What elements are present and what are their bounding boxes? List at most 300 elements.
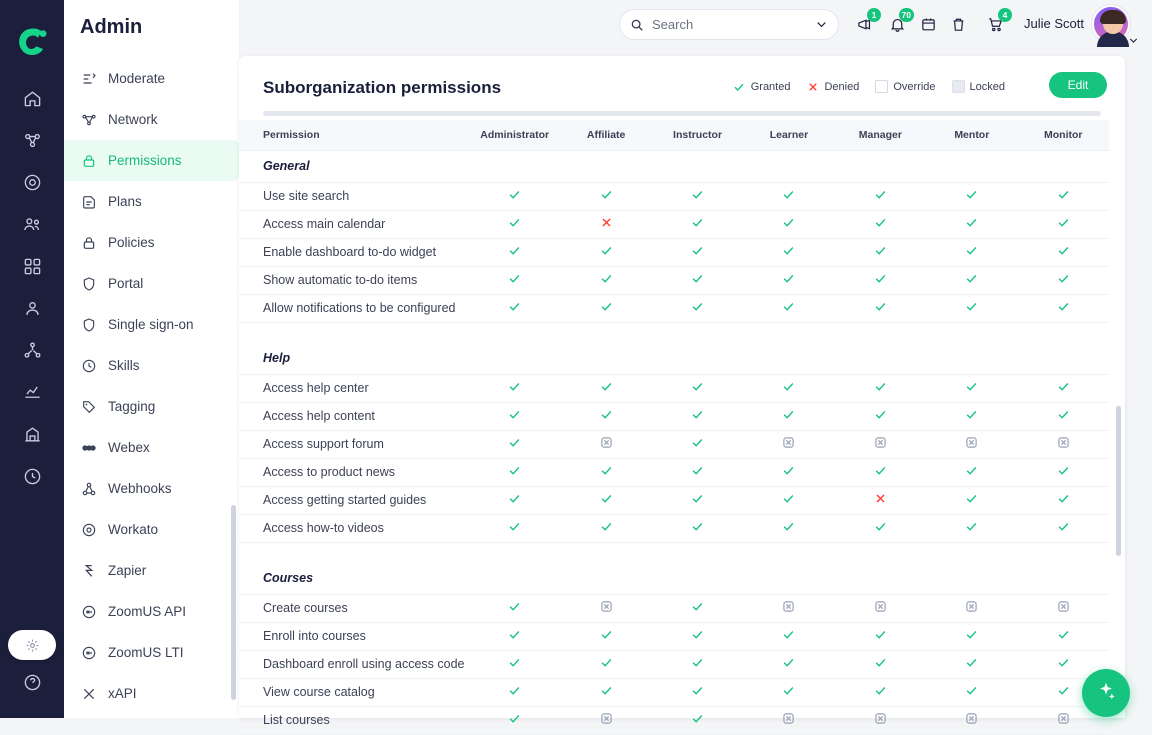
permission-cell[interactable] bbox=[1018, 294, 1109, 322]
permissions-card bbox=[239, 56, 1125, 727]
table-row[interactable] bbox=[239, 402, 1109, 430]
permission-cell[interactable] bbox=[835, 706, 926, 734]
permission-cell[interactable] bbox=[560, 678, 651, 706]
check-icon bbox=[691, 600, 705, 614]
sidebar-item-single-sign-on[interactable] bbox=[64, 304, 239, 345]
check-icon bbox=[599, 628, 613, 642]
sidebar-item-skills[interactable] bbox=[64, 345, 239, 386]
locked-icon bbox=[873, 436, 887, 450]
check-icon bbox=[1056, 272, 1070, 286]
permission-cell[interactable] bbox=[743, 238, 834, 266]
permission-cell[interactable] bbox=[743, 266, 834, 294]
cart-badge: 4 bbox=[998, 8, 1012, 22]
check-icon bbox=[782, 300, 796, 314]
permission-cell[interactable] bbox=[652, 294, 743, 322]
permission-cell[interactable] bbox=[469, 678, 560, 706]
trash-button[interactable] bbox=[946, 12, 970, 36]
edit-button[interactable]: Edit bbox=[1049, 72, 1107, 98]
permission-cell[interactable] bbox=[835, 514, 926, 542]
permission-cell[interactable] bbox=[560, 402, 651, 430]
sidebar-item-workato[interactable] bbox=[64, 509, 239, 550]
check-icon bbox=[873, 520, 887, 534]
permission-cell[interactable] bbox=[560, 430, 651, 458]
permission-cell[interactable] bbox=[743, 594, 834, 622]
table-row[interactable] bbox=[239, 266, 1109, 294]
permission-cell[interactable] bbox=[835, 650, 926, 678]
permission-cell[interactable] bbox=[652, 210, 743, 238]
permission-cell[interactable] bbox=[469, 594, 560, 622]
permission-cell[interactable] bbox=[469, 486, 560, 514]
check-icon bbox=[691, 188, 705, 202]
avatar-hair bbox=[1100, 10, 1126, 24]
permission-cell[interactable] bbox=[926, 594, 1017, 622]
permission-label: List courses bbox=[239, 706, 469, 734]
permission-label: Access help content bbox=[239, 402, 469, 430]
notifications-badge: 70 bbox=[899, 8, 914, 22]
check-icon bbox=[508, 272, 522, 286]
table-row[interactable] bbox=[239, 458, 1109, 486]
ai-assistant-button[interactable] bbox=[1082, 669, 1130, 717]
permission-cell[interactable] bbox=[926, 266, 1017, 294]
sidebar-item-policies[interactable] bbox=[64, 222, 239, 263]
permission-label: Enroll into courses bbox=[239, 622, 469, 650]
permission-cell[interactable] bbox=[1018, 210, 1109, 238]
group-label: General bbox=[239, 150, 1109, 182]
sidebar-item-label: Skills bbox=[108, 358, 140, 373]
check-icon bbox=[508, 684, 522, 698]
check-icon bbox=[691, 272, 705, 286]
legend-label: Granted bbox=[750, 80, 791, 93]
check-icon bbox=[873, 656, 887, 670]
check-icon bbox=[965, 244, 979, 258]
check-icon bbox=[965, 300, 979, 314]
check-icon bbox=[599, 188, 613, 202]
locked-icon bbox=[965, 436, 979, 450]
table-row[interactable] bbox=[239, 486, 1109, 514]
table-group-row bbox=[239, 562, 1109, 594]
permission-cell[interactable] bbox=[1018, 374, 1109, 402]
check-icon bbox=[508, 380, 522, 394]
check-icon bbox=[1056, 628, 1070, 642]
permission-cell[interactable] bbox=[560, 266, 651, 294]
permission-cell[interactable] bbox=[1018, 514, 1109, 542]
rail-grid-icon[interactable] bbox=[12, 246, 52, 286]
permission-cell[interactable] bbox=[926, 402, 1017, 430]
table-row[interactable] bbox=[239, 182, 1109, 210]
permission-cell[interactable] bbox=[743, 458, 834, 486]
permission-cell[interactable] bbox=[652, 650, 743, 678]
table-row[interactable] bbox=[239, 622, 1109, 650]
permission-label: Dashboard enroll using access code bbox=[239, 650, 469, 678]
check-icon bbox=[691, 656, 705, 670]
permission-cell[interactable] bbox=[560, 622, 651, 650]
permission-cell[interactable] bbox=[469, 182, 560, 210]
sidebar-item-portal[interactable] bbox=[64, 263, 239, 304]
sidebar-item-moderate[interactable] bbox=[64, 58, 239, 99]
column-header-mentor: Mentor bbox=[926, 120, 1017, 150]
permission-cell[interactable] bbox=[926, 294, 1017, 322]
permission-cell[interactable] bbox=[926, 622, 1017, 650]
check-icon bbox=[782, 628, 796, 642]
permission-cell[interactable] bbox=[835, 182, 926, 210]
permission-cell[interactable] bbox=[652, 514, 743, 542]
check-icon bbox=[1056, 464, 1070, 478]
check-icon bbox=[782, 244, 796, 258]
table-row[interactable] bbox=[239, 374, 1109, 402]
lock-icon bbox=[80, 234, 97, 251]
check-icon bbox=[691, 436, 705, 450]
check-icon bbox=[1056, 300, 1070, 314]
table-header bbox=[239, 120, 1109, 150]
locked-icon bbox=[782, 712, 796, 726]
permission-cell[interactable] bbox=[835, 594, 926, 622]
check-icon bbox=[965, 272, 979, 286]
check-icon bbox=[599, 520, 613, 534]
permission-cell[interactable] bbox=[560, 210, 651, 238]
webex-icon bbox=[80, 439, 97, 456]
permission-label: Enable dashboard to-do widget bbox=[239, 238, 469, 266]
permission-cell[interactable] bbox=[469, 514, 560, 542]
cart-button[interactable] bbox=[983, 12, 1007, 36]
permission-cell[interactable] bbox=[652, 706, 743, 734]
group-label: Courses bbox=[239, 562, 1109, 594]
permission-cell[interactable] bbox=[835, 374, 926, 402]
permission-cell[interactable] bbox=[469, 706, 560, 734]
sidebar-item-permissions[interactable] bbox=[64, 140, 239, 181]
sidebar-item-label: xAPI bbox=[108, 686, 137, 701]
permission-cell[interactable] bbox=[652, 678, 743, 706]
permission-cell[interactable] bbox=[560, 486, 651, 514]
search-icon bbox=[630, 18, 644, 32]
check-icon bbox=[782, 492, 796, 506]
table-row[interactable] bbox=[239, 294, 1109, 322]
notifications-button[interactable] bbox=[885, 12, 909, 36]
sidebar-item-label: Plans bbox=[108, 194, 142, 209]
rail-settings-button[interactable] bbox=[8, 630, 56, 660]
rail-analytics-icon[interactable] bbox=[12, 372, 52, 412]
permission-cell[interactable] bbox=[835, 402, 926, 430]
locked-icon bbox=[873, 600, 887, 614]
permission-cell[interactable] bbox=[835, 622, 926, 650]
permission-cell[interactable] bbox=[835, 430, 926, 458]
permission-cell[interactable] bbox=[743, 402, 834, 430]
search-box[interactable] bbox=[619, 9, 839, 40]
legend-denied bbox=[806, 80, 859, 93]
webhooks-icon bbox=[80, 480, 97, 497]
permission-cell[interactable] bbox=[469, 430, 560, 458]
announcements-button[interactable] bbox=[852, 12, 876, 36]
check-icon bbox=[691, 244, 705, 258]
permission-cell[interactable] bbox=[926, 706, 1017, 734]
permission-label: Create courses bbox=[239, 594, 469, 622]
permission-cell[interactable] bbox=[926, 182, 1017, 210]
permission-cell[interactable] bbox=[743, 374, 834, 402]
sidebar-item-plans[interactable] bbox=[64, 181, 239, 222]
permission-label: Use site search bbox=[239, 182, 469, 210]
permission-cell[interactable] bbox=[926, 210, 1017, 238]
permission-cell[interactable] bbox=[926, 486, 1017, 514]
rail-target-icon[interactable] bbox=[12, 162, 52, 202]
permission-cell[interactable] bbox=[652, 622, 743, 650]
check-icon bbox=[782, 464, 796, 478]
check-icon bbox=[965, 464, 979, 478]
announcements-badge: 1 bbox=[867, 8, 881, 22]
permission-cell[interactable] bbox=[1018, 182, 1109, 210]
check-icon bbox=[873, 244, 887, 258]
xapi-icon bbox=[80, 685, 97, 702]
table-row[interactable] bbox=[239, 430, 1109, 458]
check-icon bbox=[508, 188, 522, 202]
column-header-learner: Learner bbox=[743, 120, 834, 150]
permission-cell[interactable] bbox=[743, 650, 834, 678]
sidebar-item-label: Zapier bbox=[108, 563, 147, 578]
sidebar-item-network[interactable] bbox=[64, 99, 239, 140]
permission-cell[interactable] bbox=[652, 238, 743, 266]
column-header-manager: Manager bbox=[835, 120, 926, 150]
permission-label: Access main calendar bbox=[239, 210, 469, 238]
check-icon bbox=[508, 656, 522, 670]
permission-cell[interactable] bbox=[743, 182, 834, 210]
permission-cell[interactable] bbox=[743, 514, 834, 542]
permission-label: Show automatic to-do items bbox=[239, 266, 469, 294]
column-header-instructor: Instructor bbox=[652, 120, 743, 150]
table-body bbox=[239, 150, 1109, 734]
column-header-administrator: Administrator bbox=[469, 120, 560, 150]
table-row[interactable] bbox=[239, 210, 1109, 238]
check-icon bbox=[599, 272, 613, 286]
permission-label: Access help center bbox=[239, 374, 469, 402]
permission-cell[interactable] bbox=[469, 458, 560, 486]
legend-override bbox=[875, 80, 935, 93]
check-icon bbox=[782, 380, 796, 394]
rail-help-icon[interactable] bbox=[12, 662, 52, 702]
permission-cell[interactable] bbox=[652, 402, 743, 430]
permission-cell[interactable] bbox=[926, 650, 1017, 678]
check-icon bbox=[599, 380, 613, 394]
rail-history-icon[interactable] bbox=[12, 456, 52, 496]
permission-cell[interactable] bbox=[926, 458, 1017, 486]
check-icon bbox=[508, 712, 522, 726]
zapier-icon bbox=[80, 562, 97, 579]
locked-icon bbox=[1056, 436, 1070, 450]
permission-cell[interactable] bbox=[469, 266, 560, 294]
permission-cell[interactable] bbox=[1018, 266, 1109, 294]
permission-cell[interactable] bbox=[469, 650, 560, 678]
table-row[interactable] bbox=[239, 238, 1109, 266]
permission-cell[interactable] bbox=[560, 374, 651, 402]
permission-cell[interactable] bbox=[560, 294, 651, 322]
search-input[interactable] bbox=[652, 17, 802, 32]
permission-cell[interactable] bbox=[1018, 238, 1109, 266]
check-icon bbox=[691, 300, 705, 314]
permission-cell[interactable] bbox=[1018, 594, 1109, 622]
permission-label: View course catalog bbox=[239, 678, 469, 706]
main-scrollbar-thumb[interactable] bbox=[1116, 406, 1121, 556]
permission-cell[interactable] bbox=[560, 650, 651, 678]
locked-icon bbox=[1056, 600, 1070, 614]
locked-icon bbox=[965, 600, 979, 614]
permission-cell[interactable] bbox=[835, 210, 926, 238]
permission-cell[interactable] bbox=[560, 706, 651, 734]
permission-cell[interactable] bbox=[743, 294, 834, 322]
check-icon bbox=[599, 244, 613, 258]
table-row[interactable] bbox=[239, 514, 1109, 542]
permission-cell[interactable] bbox=[652, 430, 743, 458]
sidebar-item-webex[interactable] bbox=[64, 427, 239, 468]
permission-cell[interactable] bbox=[560, 182, 651, 210]
sidebar-item-xapi[interactable] bbox=[64, 673, 239, 714]
rail-network-icon[interactable] bbox=[12, 120, 52, 160]
rail-people-icon[interactable] bbox=[12, 204, 52, 244]
permission-cell[interactable] bbox=[560, 238, 651, 266]
permission-cell[interactable] bbox=[469, 238, 560, 266]
permission-cell[interactable] bbox=[926, 514, 1017, 542]
permission-cell[interactable] bbox=[1018, 430, 1109, 458]
rail-library-icon[interactable] bbox=[12, 414, 52, 454]
permission-cell[interactable] bbox=[743, 622, 834, 650]
permission-cell[interactable] bbox=[560, 594, 651, 622]
check-icon bbox=[873, 464, 887, 478]
check-icon bbox=[1056, 520, 1070, 534]
permission-cell[interactable] bbox=[926, 678, 1017, 706]
check-icon bbox=[508, 408, 522, 422]
chevron-down-icon[interactable] bbox=[815, 18, 828, 31]
override-box-icon bbox=[875, 80, 888, 93]
permission-cell[interactable] bbox=[652, 182, 743, 210]
permission-cell[interactable] bbox=[743, 486, 834, 514]
avatar[interactable] bbox=[1092, 5, 1130, 43]
locked-icon bbox=[599, 436, 613, 450]
lock-icon bbox=[80, 152, 97, 169]
permissions-table-scroll[interactable] bbox=[239, 120, 1125, 727]
permission-cell[interactable] bbox=[743, 706, 834, 734]
rail-hierarchy-icon[interactable] bbox=[12, 330, 52, 370]
check-icon bbox=[965, 408, 979, 422]
check-icon bbox=[873, 380, 887, 394]
user-name: Julie Scott bbox=[1024, 16, 1084, 31]
sidebar-item-label: Policies bbox=[108, 235, 155, 250]
permission-cell[interactable] bbox=[469, 294, 560, 322]
permission-cell[interactable] bbox=[926, 238, 1017, 266]
check-icon bbox=[965, 188, 979, 202]
rail-person-icon[interactable] bbox=[12, 288, 52, 328]
check-icon bbox=[599, 300, 613, 314]
permission-cell[interactable] bbox=[652, 374, 743, 402]
column-header-affiliate: Affiliate bbox=[560, 120, 651, 150]
calendar-button[interactable] bbox=[916, 12, 940, 36]
permission-cell[interactable] bbox=[1018, 486, 1109, 514]
permission-cell[interactable] bbox=[835, 294, 926, 322]
check-icon bbox=[508, 628, 522, 642]
permission-cell[interactable] bbox=[1018, 622, 1109, 650]
check-icon bbox=[691, 712, 705, 726]
moderate-icon bbox=[80, 70, 97, 87]
check-icon bbox=[691, 380, 705, 394]
sidebar-item-zoomus-api[interactable] bbox=[64, 591, 239, 632]
sidebar-item-zoomus-lti[interactable] bbox=[64, 632, 239, 673]
app-logo[interactable] bbox=[15, 26, 49, 56]
sidebar-item-label: Moderate bbox=[108, 71, 166, 86]
permission-label: Access support forum bbox=[239, 430, 469, 458]
sidebar-item-tagging[interactable] bbox=[64, 386, 239, 427]
chevron-down-icon[interactable] bbox=[1128, 33, 1139, 51]
check-icon bbox=[873, 628, 887, 642]
rail-home-icon[interactable] bbox=[12, 78, 52, 118]
sidebar-item-label: Webhooks bbox=[108, 481, 172, 496]
table-row[interactable] bbox=[239, 678, 1109, 706]
permission-cell[interactable] bbox=[835, 678, 926, 706]
check-icon bbox=[1056, 216, 1070, 230]
spacer-cell bbox=[239, 322, 1109, 342]
plans-icon bbox=[80, 193, 97, 210]
permission-cell[interactable] bbox=[652, 266, 743, 294]
permission-cell[interactable] bbox=[560, 514, 651, 542]
sidebar-item-webhooks[interactable] bbox=[64, 468, 239, 509]
sidebar-item-label: Webex bbox=[108, 440, 150, 455]
check-icon bbox=[1056, 684, 1070, 698]
sidebar-item-label: Permissions bbox=[108, 153, 182, 168]
check-icon bbox=[965, 520, 979, 534]
sidebar-item-label: Tagging bbox=[108, 399, 156, 414]
check-icon bbox=[965, 380, 979, 394]
permission-cell[interactable] bbox=[835, 486, 926, 514]
check-icon bbox=[782, 520, 796, 534]
locked-box-icon bbox=[952, 80, 965, 93]
check-icon bbox=[691, 628, 705, 642]
check-icon bbox=[873, 408, 887, 422]
table-row[interactable] bbox=[239, 650, 1109, 678]
check-icon bbox=[1056, 408, 1070, 422]
locked-icon bbox=[1056, 712, 1070, 726]
permission-cell[interactable] bbox=[560, 458, 651, 486]
permission-cell[interactable] bbox=[926, 374, 1017, 402]
check-icon bbox=[782, 216, 796, 230]
permission-label: Access getting started guides bbox=[239, 486, 469, 514]
permission-cell[interactable] bbox=[469, 622, 560, 650]
logo-mark-icon bbox=[15, 26, 49, 56]
permission-cell[interactable] bbox=[835, 238, 926, 266]
table-row[interactable] bbox=[239, 706, 1109, 734]
permission-cell[interactable] bbox=[743, 430, 834, 458]
check-icon bbox=[508, 520, 522, 534]
check-icon bbox=[599, 656, 613, 670]
sidebar-scrollbar-thumb[interactable] bbox=[231, 505, 236, 700]
permission-cell[interactable] bbox=[1018, 402, 1109, 430]
permission-cell[interactable] bbox=[469, 210, 560, 238]
sidebar-item-label: ZoomUS LTI bbox=[108, 645, 184, 660]
permission-cell[interactable] bbox=[835, 458, 926, 486]
permission-cell[interactable] bbox=[926, 430, 1017, 458]
table-spacer-row bbox=[239, 322, 1109, 342]
permission-cell[interactable] bbox=[469, 402, 560, 430]
permission-cell[interactable] bbox=[1018, 458, 1109, 486]
locked-icon bbox=[873, 712, 887, 726]
check-icon bbox=[599, 492, 613, 506]
locked-icon bbox=[599, 600, 613, 614]
permission-cell[interactable] bbox=[652, 594, 743, 622]
check-icon bbox=[965, 216, 979, 230]
table-header-row bbox=[239, 120, 1109, 150]
table-row[interactable] bbox=[239, 594, 1109, 622]
permission-cell[interactable] bbox=[743, 678, 834, 706]
spacer-cell bbox=[239, 542, 1109, 562]
permission-cell[interactable] bbox=[835, 266, 926, 294]
permission-cell[interactable] bbox=[652, 486, 743, 514]
permission-cell[interactable] bbox=[469, 374, 560, 402]
permission-cell[interactable] bbox=[652, 458, 743, 486]
permission-cell[interactable] bbox=[743, 210, 834, 238]
sidebar-item-zapier[interactable] bbox=[64, 550, 239, 591]
